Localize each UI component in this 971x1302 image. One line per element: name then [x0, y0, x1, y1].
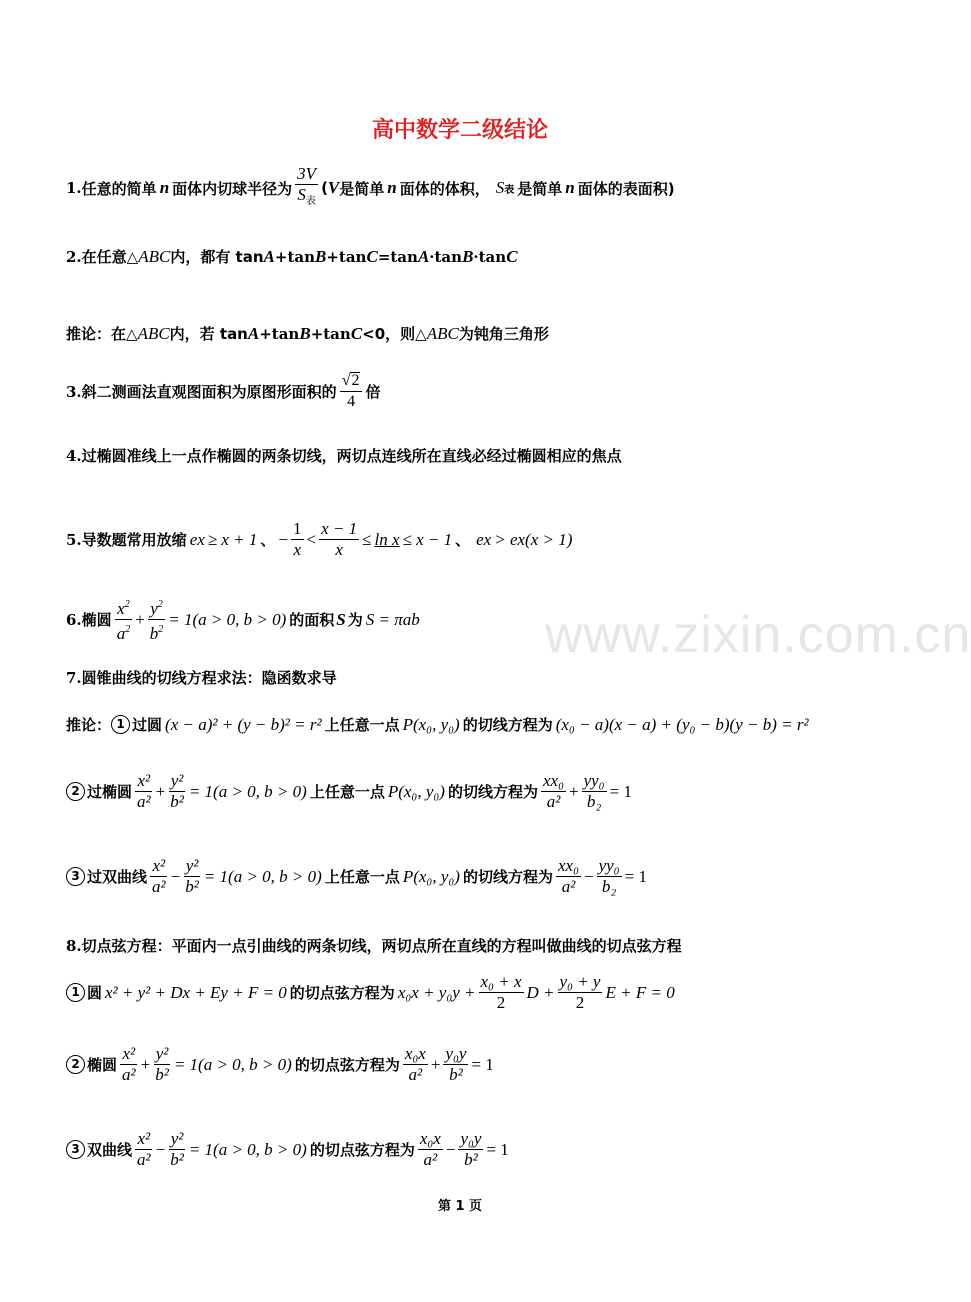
circled-number-2: 2 — [66, 1055, 85, 1074]
hyperbola-tangent-res-a-num: xx₀ — [557, 856, 579, 875]
item-5-e1-sup: x — [197, 529, 205, 549]
inference-2-text-c: 的切线方程为 — [462, 716, 553, 734]
item-1-S-sub: 表 — [504, 184, 515, 196]
ellipse-tangent — [66, 772, 632, 811]
ellipse-tangent-res-b — [582, 772, 607, 811]
item-2-number: 2. — [66, 247, 82, 266]
item-1-text-e: 是简单 — [517, 179, 563, 198]
ellipse-chord-res-b-den: b² — [449, 1065, 463, 1084]
minus: − — [170, 866, 181, 886]
item-2-B2: B — [462, 246, 474, 266]
ellipse-chord-res-a-num: x₀x — [404, 1044, 426, 1063]
inference-1-abc: ABC — [137, 323, 170, 343]
inradius-numerator: 3V — [297, 164, 317, 183]
frac-y2: y² — [185, 856, 199, 875]
circle-chord — [66, 973, 675, 1012]
item-6-b: b — [149, 624, 159, 643]
item-1 — [66, 165, 675, 211]
circle-chord-text-a: 圆 — [87, 984, 103, 1002]
item-6-plus: + — [135, 609, 145, 629]
inradius-denominator-sub: 表 — [305, 196, 316, 207]
area-ratio-fraction: √ 2 4 — [340, 372, 363, 411]
item-2-C: C — [366, 246, 378, 266]
inference-1 — [66, 323, 549, 344]
item-6-y: y — [150, 599, 158, 618]
item-5-frac-b-num: x − 1 — [321, 519, 358, 538]
circled-number-1: 1 — [66, 983, 85, 1002]
hyperbola-tangent — [66, 857, 647, 896]
item-6-a-sup: 2 — [125, 624, 131, 635]
item-5-e2-sup: x — [483, 529, 492, 549]
item-1-text-a: 任意的简单 — [81, 179, 157, 198]
ellipse-chord-text-b: 的切点弦方程为 — [294, 1056, 400, 1074]
item-3-text-a: 斜二测画法直观图面积为原图形面积的 — [81, 383, 337, 401]
ellipse-chord-res-b — [443, 1045, 468, 1084]
item-5-text-a: 导数题常用放缩 — [81, 531, 187, 549]
item-2-p4: ·tan — [429, 247, 463, 266]
circled-number-1: 1 — [111, 715, 130, 734]
item-1-text-b: 面体内切球半径为 — [172, 179, 293, 198]
inference-1-A: A — [247, 323, 260, 343]
ellipse-tangent-res-a — [541, 772, 566, 811]
item-6-text-a: 椭圆 — [81, 611, 112, 629]
item-2-A2: A — [417, 246, 430, 266]
item-6-x-sup: 2 — [124, 599, 130, 610]
inference-1-abc2: ABC — [426, 323, 459, 343]
item-3 — [66, 372, 380, 411]
frac-x2: x² — [137, 1129, 151, 1148]
frac-y2: y² — [170, 1129, 184, 1148]
item-5-e2: e — [476, 529, 484, 549]
ellipse-chord — [66, 1045, 494, 1084]
inference-2-point: P(x₀, y₀) — [402, 714, 460, 734]
hyperbola-tangent-res-b-num: yy₀ — [598, 856, 620, 875]
ellipse-chord-frac-x — [120, 1045, 138, 1084]
item-6-b-sup: 2 — [158, 624, 164, 635]
item-1-n2: n — [387, 178, 397, 197]
hyperbola-chord-text-a: 双曲线 — [87, 1141, 133, 1159]
plus: + — [569, 781, 579, 801]
item-3-text-b: 倍 — [365, 383, 381, 401]
circled-number-2: 2 — [66, 782, 85, 801]
item-2-p5: ·tan — [473, 247, 507, 266]
minus: − — [584, 866, 594, 886]
inference-1-text-a: 在△ — [111, 325, 138, 343]
item-5-minus: − — [278, 529, 288, 549]
hyperbola-chord-frac-x — [135, 1130, 153, 1169]
hyperbola-chord — [66, 1130, 509, 1169]
item-5-frac-a-den: x — [293, 540, 302, 559]
ellipse-tangent-text-b: 上任意一点 — [309, 783, 385, 801]
hyperbola-tangent-frac-x — [150, 857, 168, 896]
item-6-frac-y — [148, 596, 166, 643]
item-1-n3: n — [565, 178, 575, 197]
hyperbola-tangent-text-a: 过双曲线 — [87, 868, 148, 886]
ellipse-chord-cond: = 1(a > 0, b > 0) — [173, 1054, 292, 1074]
item-2-p3: =tan — [377, 247, 418, 266]
circle-chord-mid: D + — [526, 982, 555, 1002]
item-2-B: B — [315, 246, 327, 266]
inference-2-text-b: 上任意一点 — [324, 716, 400, 734]
inference-1-p1: +tan — [259, 324, 300, 343]
ellipse-tangent-res-a-den: a² — [546, 792, 561, 811]
item-1-n: n — [159, 178, 170, 197]
item-8-text: 切点弦方程：平面内一点引曲线的两条切线，两切点所在直线的方程叫做曲线的切点弦方程 — [81, 937, 682, 955]
circled-number-3: 3 — [66, 867, 85, 886]
circle-chord-eq: x² + y² + Dx + Ey + F = 0 — [105, 982, 287, 1002]
item-1-text-c: 是简单 — [339, 179, 385, 198]
hyperbola-chord-text-b: 的切点弦方程为 — [309, 1141, 415, 1159]
hyperbola-chord-res-b-num: y₀y — [460, 1129, 482, 1148]
ellipse-chord-res-b-num: y₀y — [445, 1044, 467, 1063]
frac-y2: y² — [155, 1044, 169, 1063]
item-5-sep2: 、 — [455, 531, 471, 549]
inradius-fraction — [295, 165, 318, 211]
hyperbola-chord-res-a — [418, 1130, 443, 1169]
item-2-p2: +tan — [326, 247, 367, 266]
item-5-sep1: 、 — [260, 531, 276, 549]
ellipse-chord-res-a-den: a² — [408, 1065, 423, 1084]
ellipse-chord-res-a — [403, 1045, 428, 1084]
hyperbola-tangent-text-b: 上任意一点 — [324, 868, 400, 886]
item-7 — [66, 667, 337, 688]
inference-1-label: 推论： — [66, 325, 112, 343]
item-6-y-sup: 2 — [157, 599, 163, 610]
inference-2-text-a: 过圆 — [132, 716, 163, 734]
item-4-text: 过椭圆准线上一点作椭圆的两条切线，两切点连线所在直线必经过椭圆相应的焦点 — [81, 447, 622, 465]
inference-1-p3: <0，则△ — [362, 325, 427, 343]
ellipse-chord-frac-y — [153, 1045, 171, 1084]
item-5-frac-a — [291, 520, 304, 559]
hyperbola-chord-res-b — [458, 1130, 483, 1169]
hyperbola-tangent-text-c: 的切线方程为 — [462, 868, 553, 886]
hyperbola-chord-res-b-den: b² — [464, 1150, 478, 1169]
item-5-le: ≤ — [362, 529, 372, 549]
item-5 — [66, 520, 572, 559]
inference-1-text-b: 内，若 tan — [169, 325, 248, 343]
item-6-frac-x — [115, 596, 133, 643]
minus: − — [445, 1139, 456, 1159]
frac-b2: b² — [170, 1150, 184, 1169]
item-2-text-a: 在任意△ — [81, 248, 139, 266]
hyperbola-tangent-eq1: = 1 — [624, 866, 647, 886]
ellipse-tangent-cond: = 1(a > 0, b > 0) — [188, 781, 307, 801]
item-5-lt: < — [306, 529, 317, 549]
hyperbola-chord-res-a-den: a² — [423, 1150, 438, 1169]
item-4 — [66, 445, 622, 466]
item-3-number: 3. — [66, 382, 82, 401]
item-5-frac-b — [319, 520, 359, 559]
item-8-number: 8. — [66, 936, 82, 955]
item-6-text-c: 为 — [347, 611, 363, 629]
frac-b2: b² — [155, 1065, 169, 1084]
item-6 — [66, 596, 420, 643]
item-1-S: S — [495, 178, 505, 197]
inference-1-p2: +tan — [310, 324, 351, 343]
frac-x2: x² — [122, 1044, 136, 1063]
ellipse-tangent-res-b-num: yy₀ — [583, 771, 605, 790]
circled-number-3: 3 — [66, 1140, 85, 1159]
item-4-number: 4. — [66, 446, 82, 465]
circle-chord-text-b: 的切点弦方程为 — [289, 984, 395, 1002]
frac-x2: x² — [137, 771, 151, 790]
item-1-number: 1. — [66, 179, 82, 197]
item-8 — [66, 935, 682, 956]
hyperbola-tangent-res-b-den: b₂ — [601, 877, 617, 896]
ellipse-tangent-frac-y — [168, 772, 186, 811]
item-2-abc: ABC — [138, 246, 171, 266]
item-6-S: S — [336, 609, 346, 629]
circle-chord-frac-b-num: y₀ + y — [559, 972, 601, 991]
item-2-text-b: 内，都有 tan — [170, 248, 264, 266]
circle-chord-frac-a-num: x₀ + x — [480, 972, 522, 991]
ellipse-tangent-point: P(x₀, y₀) — [387, 781, 445, 801]
ellipse-chord-eq1: = 1 — [471, 1054, 494, 1074]
frac-a2: a² — [137, 792, 151, 811]
inference-2-result: (x₀ − a)(x − a) + (y₀ − b)(y − b) = r² — [555, 714, 809, 734]
plus: + — [155, 781, 166, 801]
inference-1-text-c: 为钝角三角形 — [458, 325, 549, 343]
frac-a2: a² — [122, 1065, 136, 1084]
item-5-number: 5. — [66, 530, 82, 549]
plus: + — [430, 1054, 441, 1074]
ellipse-tangent-res-b-den: b₂ — [586, 792, 602, 811]
item-1-text-d: 面体的体积， — [399, 179, 490, 198]
hyperbola-chord-eq1: = 1 — [486, 1139, 509, 1159]
plus: + — [140, 1054, 151, 1074]
hyperbola-chord-cond: = 1(a > 0, b > 0) — [188, 1139, 307, 1159]
item-6-result: S = πab — [365, 609, 420, 629]
ellipse-chord-text-a: 椭圆 — [87, 1056, 118, 1074]
frac-y2: y² — [170, 771, 184, 790]
hyperbola-tangent-cond: = 1(a > 0, b > 0) — [203, 866, 322, 886]
inference-2-label: 推论： — [66, 716, 112, 734]
inference-1-C: C — [350, 323, 363, 343]
item-6-text-b: 的面积 — [289, 611, 335, 629]
item-1-text-f: 面体的表面积) — [577, 179, 675, 198]
item-6-cond: = 1(a > 0, b > 0) — [168, 609, 287, 629]
ellipse-tangent-text-c: 的切线方程为 — [447, 783, 538, 801]
item-2 — [66, 246, 518, 267]
item-5-frac-b-den: x — [335, 540, 343, 559]
item-6-a: a — [116, 624, 126, 643]
ellipse-tangent-frac-x — [135, 772, 153, 811]
watermark: www.zixin.com.cn — [545, 606, 971, 664]
item-5-f1: ≥ x + 1 — [207, 529, 258, 549]
circle-chord-tail: E + F = 0 — [605, 982, 675, 1002]
item-7-text: 圆锥曲线的切线方程求法：隐函数求导 — [81, 669, 337, 687]
item-1-V: V — [327, 178, 340, 197]
ellipse-tangent-eq1: = 1 — [609, 781, 632, 801]
frac-a2: a² — [152, 877, 166, 896]
frac-b2: b² — [185, 877, 199, 896]
hyperbola-chord-frac-y — [168, 1130, 186, 1169]
hyperbola-tangent-res-a-den: a² — [561, 877, 576, 896]
item-5-e1: e — [189, 529, 198, 549]
ellipse-tangent-res-a-num: xx₀ — [542, 771, 564, 790]
circle-chord-frac-a — [479, 973, 524, 1012]
ellipse-tangent-text-a: 过椭圆 — [87, 783, 133, 801]
inference-1-B: B — [299, 323, 311, 343]
inference-2 — [66, 714, 809, 735]
item-5-lnx: ln x — [374, 529, 400, 549]
frac-a2: a² — [137, 1150, 151, 1169]
hyperbola-tangent-res-b — [597, 857, 622, 896]
frac-b2: b² — [170, 792, 184, 811]
area-ratio-numerator: 2 — [351, 372, 360, 389]
hyperbola-tangent-frac-y — [183, 857, 201, 896]
item-6-x: x — [117, 599, 125, 618]
circle-chord-res-a: x₀x + y₀y + — [397, 982, 476, 1002]
item-2-p1: +tan — [274, 247, 315, 266]
item-5-frac-a-num: 1 — [293, 519, 302, 538]
item-7-number: 7. — [66, 668, 82, 687]
item-2-A: A — [263, 246, 275, 266]
item-2-C2: C — [506, 246, 518, 266]
page-number: 第 1 页 — [437, 1199, 483, 1214]
hyperbola-tangent-res-a — [556, 857, 581, 896]
inference-2-eq: (x − a)² + (y − b)² = r² — [165, 714, 322, 734]
item-1-paren: ( — [321, 179, 328, 197]
item-5-f2: ≤ x − 1 — [402, 529, 453, 549]
item-5-f3: > ex(x > 1) — [494, 529, 573, 549]
page-title: 高中数学二级结论 — [371, 118, 548, 143]
frac-x2: x² — [152, 856, 166, 875]
circle-chord-frac-b — [558, 973, 603, 1012]
item-6-number: 6. — [66, 610, 82, 629]
minus: − — [155, 1139, 166, 1159]
hyperbola-tangent-point: P(x₀, y₀) — [402, 866, 460, 886]
area-ratio-denominator: 4 — [347, 393, 356, 410]
circle-chord-frac-b-den: 2 — [575, 993, 585, 1012]
hyperbola-chord-res-a-num: x₀x — [419, 1129, 441, 1148]
circle-chord-frac-a-den: 2 — [496, 993, 506, 1012]
inradius-denominator: S — [297, 185, 306, 204]
